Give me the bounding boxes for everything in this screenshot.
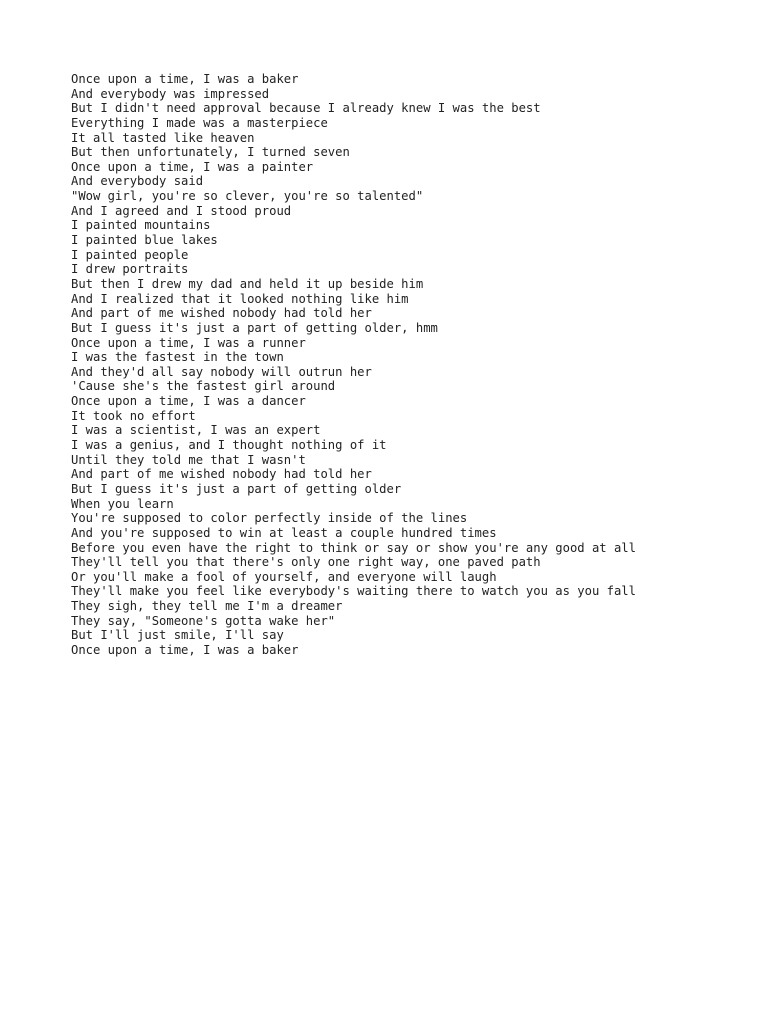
lyric-line: It all tasted like heaven xyxy=(71,130,255,145)
lyric-line: They'll tell you that there's only one right way, one paved path xyxy=(71,555,541,570)
lyric-line: And I realized that it looked nothing like him xyxy=(71,291,409,306)
lyric-line: Once upon a time, I was a baker xyxy=(71,642,299,657)
lyric-line: 'Cause she's the fastest girl around xyxy=(71,379,336,394)
lyric-line: And you're supposed to win at least a couple hundred times xyxy=(71,525,497,540)
lyric-line: And everybody was impressed xyxy=(71,86,270,101)
lyric-line: Until they told me that I wasn't xyxy=(71,452,306,467)
lyric-line: You're supposed to color perfectly inside of the lines xyxy=(71,511,468,526)
lyric-line: But I didn't need approval because I already knew I was the best xyxy=(71,101,541,116)
lyric-line: Once upon a time, I was a baker xyxy=(71,72,299,86)
lyric-line: But then unfortunately, I turned seven xyxy=(71,145,350,160)
lyric-line: And everybody said xyxy=(71,174,204,189)
lyric-line: I painted people xyxy=(71,247,189,262)
lyric-line: I drew portraits xyxy=(71,262,189,277)
lyric-line: They sigh, they tell me I'm a dreamer xyxy=(71,599,343,614)
lyric-line: And they'd all say nobody will outrun her xyxy=(71,364,372,379)
lyric-line: And part of me wished nobody had told her xyxy=(71,467,372,482)
lyric-line: But I guess it's just a part of getting older, hmm xyxy=(71,320,438,335)
lyric-line: I was a genius, and I thought nothing of it xyxy=(71,438,387,453)
lyric-line: I painted blue lakes xyxy=(71,233,218,248)
lyric-line: They'll make you feel like everybody's waiting there to watch you as you fall xyxy=(71,584,636,599)
lyric-line: "Wow girl, you're so clever, you're so talented" xyxy=(71,189,424,204)
lyric-line: I was a scientist, I was an expert xyxy=(71,423,321,438)
lyric-line: I painted mountains xyxy=(71,218,211,233)
lyric-line: They say, "Someone's gotta wake her" xyxy=(71,613,336,628)
lyric-line: And part of me wished nobody had told her xyxy=(71,306,372,321)
lyric-line: It took no effort xyxy=(71,408,196,423)
lyric-line: Everything I made was a masterpiece xyxy=(71,115,328,130)
lyric-line: And I agreed and I stood proud xyxy=(71,203,292,218)
lyric-line: Or you'll make a fool of yourself, and everyone will laugh xyxy=(71,569,497,584)
lyric-line: Once upon a time, I was a runner xyxy=(71,335,306,350)
lyrics-text-block xyxy=(71,72,636,658)
lyric-line: Once upon a time, I was a dancer xyxy=(71,394,306,409)
lyric-line: But I guess it's just a part of getting older xyxy=(71,481,402,496)
lyric-line: When you learn xyxy=(71,496,174,511)
lyric-line: But then I drew my dad and held it up beside him xyxy=(71,276,424,291)
lyric-line: Before you even have the right to think or say or show you're any good at all xyxy=(71,540,636,555)
lyric-line: Once upon a time, I was a painter xyxy=(71,159,314,174)
lyric-line: I was the fastest in the town xyxy=(71,350,284,365)
lyric-line: But I'll just smile, I'll say xyxy=(71,628,284,643)
